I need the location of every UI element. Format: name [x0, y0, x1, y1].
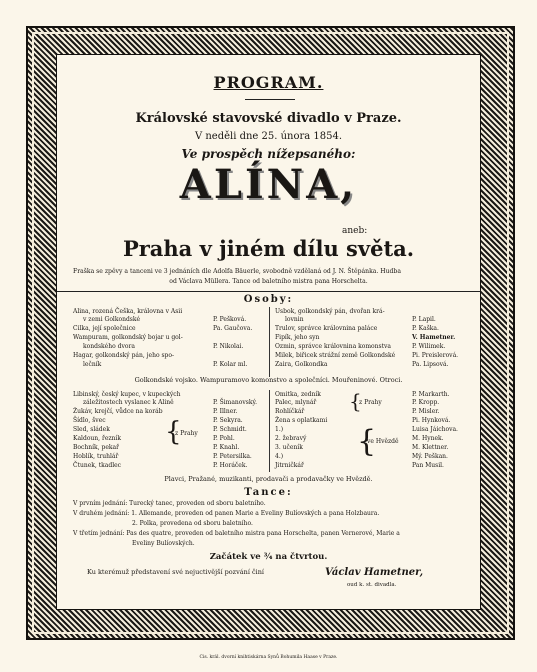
cast-actor: V. Hametner.	[412, 334, 456, 341]
program-heading: PROGRAM.	[213, 73, 324, 92]
invitation: Ku kterémuž představení své nejuctivější pozvání činí	[87, 568, 264, 576]
play-subtitle: Praha v jiném dílu světa.	[122, 236, 415, 261]
cast-role: Ozmin, správce královnina komonstva	[275, 343, 391, 350]
cast-actor: P. Knahl.	[213, 444, 240, 451]
signature-role: oud k. st. divadla.	[347, 582, 397, 588]
divider	[245, 99, 295, 100]
dance-line: V druhém jednání: 1. Allemande, proveden od panen Marie a Eveliny Bulíovských a pana Holzbaura.	[73, 510, 380, 517]
cast-role: Alina, rozená Češka, královna v Asii	[73, 308, 183, 315]
divider	[57, 291, 480, 292]
cast-role: Wampuram, golkondský bojar u gol-	[73, 334, 183, 341]
cast-actor: P. Markarth.	[412, 391, 450, 398]
cast-actor: P. Kolar ml.	[213, 361, 248, 368]
cast-role: 3. učeník	[275, 444, 303, 451]
cast-actor: P. Kropp.	[412, 399, 440, 406]
cast-role: Trulov, správce královnina paláce	[275, 325, 378, 332]
cast-actor: Pi. Preislerová.	[412, 352, 459, 359]
performance-date: V neděli dne 25. února 1854.	[194, 131, 343, 142]
cast-role: Libinský, český kupec, v kupeckých	[73, 391, 181, 398]
description-line-1: Fraška se zpěvy a tanceni ve 3 jednáních dle Adolfa Bäuerle, svobodně vzdělaná od J. N. Štěpánka. Hudba	[73, 268, 401, 275]
cast-actor: P. Pohl.	[213, 435, 235, 442]
cast-role: Žukáv, krejčí, vůdce na koráb	[73, 408, 163, 415]
brace-label: z Prahy	[359, 399, 382, 406]
printer-line: Cis. král. dvorní knihtiskárna Synů Bohumila Haase v Praze.	[199, 655, 338, 660]
cast-role: Hagar, golkondský pán, jeho spo-	[73, 352, 175, 359]
brace-label: z Prahy	[175, 430, 198, 437]
cast-actor: Pa. Gaučova.	[213, 325, 253, 332]
cast-actor: Luisa Jáichova.	[412, 426, 458, 433]
cast-role: lečník	[83, 361, 102, 368]
cast-actor: P. Misler.	[412, 408, 440, 415]
cast-role: záležitostech vyslanec k Alině	[83, 399, 174, 406]
cast-heading: Osoby:	[243, 294, 294, 305]
column-divider	[269, 390, 270, 472]
dances-heading: Tance:	[244, 487, 293, 498]
cast-role: 1.)	[275, 426, 284, 433]
cast-role: v zemi Golkondské	[83, 316, 141, 323]
cast-actor: M. Klettner.	[412, 444, 449, 451]
cast-role: lovnin	[285, 316, 304, 323]
dance-line: 2. Polka, provedena od sboru baletního.	[132, 520, 253, 527]
play-title: ALÍNA,	[179, 161, 358, 208]
cast-role: Šídlo, švec	[73, 417, 106, 424]
cast-actor: Mý. Peškan.	[412, 453, 448, 460]
cast-actor: P. Wilimek.	[412, 343, 446, 350]
column-divider	[269, 307, 270, 377]
brace: {	[349, 389, 362, 413]
cast-actor: Pa. Lipsová.	[412, 361, 449, 368]
aneb: aneb:	[342, 226, 368, 236]
cast-actor: M. Hynek.	[412, 435, 444, 442]
cast-role: Bochník, pekař	[73, 444, 119, 451]
cast-role: Fipík, jeho syn	[275, 334, 320, 341]
benefit-line: Ve prospěch nížepsaného:	[181, 147, 356, 161]
cast-role: Omitka, zedník	[275, 391, 321, 398]
cast-actor: Pan Musil.	[412, 462, 444, 469]
dance-line: V třetím jednání: Pas des quatre, proveden od baletního mistra pana Horschelta, panen Vernerové, Marie a	[73, 530, 400, 537]
cast-actor: P. Šimanovský.	[213, 399, 258, 406]
cast-actor: P. Nikolai.	[213, 343, 244, 350]
brace: {	[165, 417, 182, 447]
start-time: Začátek ve ¾ na čtvrtou.	[209, 552, 328, 562]
cast-role: Sled, sládek	[73, 426, 110, 433]
cast-actor: P. Sekyra.	[213, 417, 243, 424]
brace: {	[357, 424, 377, 459]
description-line-2: od Václava Müllera. Tance od baletního mistra pana Horschelta.	[169, 278, 368, 285]
cast-role: Jitrničkář	[275, 462, 304, 469]
cast-role: Usbok, golkondský pán, dvořan krá-	[275, 308, 385, 315]
chorus-line: Golkondské vojsko. Wampuramovo komonstvo a společníci. Mouřeninové. Otroci.	[134, 376, 403, 384]
cast-actor: P. Pešková.	[213, 316, 247, 323]
cast-role: Kaldoun, řezník	[73, 435, 121, 442]
dance-line: Eveliny Bulíovských.	[132, 540, 195, 547]
extras-line: Plavci, Pražané, muzikanti, prodavači a prodavačky ve Hvězdě.	[164, 475, 373, 483]
cast-role: 2. žebravý	[275, 435, 307, 442]
cast-actor: P. Lapil.	[412, 316, 436, 323]
cast-actor: P. Schmidt.	[213, 426, 247, 433]
cast-actor: P. Horáček.	[213, 462, 248, 469]
signature: Václav Hametner,	[325, 567, 424, 578]
cast-role: Čtunek, tkadlec	[73, 462, 122, 469]
playbill	[56, 54, 481, 610]
cast-role: Palec, mlynář	[275, 399, 317, 406]
cast-role: 4.)	[275, 453, 284, 460]
cast-role: Zaira, Golkondka	[275, 361, 328, 368]
cast-role: Milek, biřicek strážní země Golkondské	[275, 352, 396, 359]
cast-role: Rohlíčkář	[275, 408, 305, 415]
cast-actor: P. Petersilka.	[213, 453, 252, 460]
cast-role: kondského dvora	[83, 343, 135, 350]
cast-role: Žena s oplatkami	[275, 417, 328, 424]
cast-role: Hoblík, truhlář	[73, 453, 119, 460]
cast-actor: Pi. Hynková.	[412, 417, 451, 424]
cast-role: Cilka, její společnice	[73, 325, 136, 332]
brace-label: ve Hvězdě	[367, 438, 399, 445]
dance-line: V prvním jednání: Turecký tanec, proveden od sboru baletního.	[73, 500, 266, 507]
cast-actor: P. Kaška.	[412, 325, 439, 332]
cast-actor: P. Illner.	[213, 408, 238, 415]
theatre-name: Královské stavovské divadlo v Praze.	[135, 111, 402, 126]
